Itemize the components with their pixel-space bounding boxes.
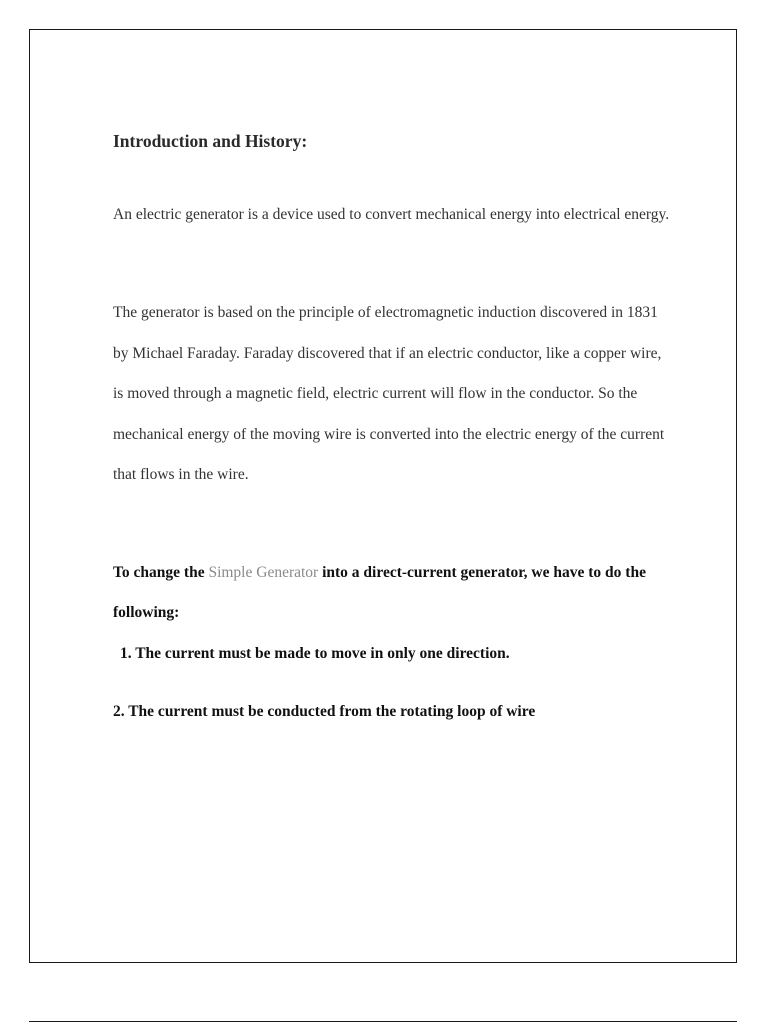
paragraph-intro: An electric generator is a device used to convert mechanical energy into electrical energy. bbox=[113, 206, 670, 223]
change-intro-before: To change the bbox=[113, 564, 209, 581]
change-intro-after: into a direct-current generator, we have to do the following: bbox=[113, 564, 646, 621]
simple-generator-link[interactable]: Simple Generator bbox=[208, 564, 319, 581]
next-page-top-edge bbox=[29, 1021, 737, 1022]
list-item-1: 1. The current must be made to move in only one direction. bbox=[120, 645, 510, 662]
section-heading: Introduction and History: bbox=[113, 131, 308, 151]
paragraph-change-generator bbox=[113, 553, 673, 633]
document-page bbox=[29, 29, 737, 963]
paragraph-faraday: The generator is based on the principle of electromagnetic induction discovered in 1831 by Michael Faraday. Faraday discovered that if an electric conductor, like a copper wire, is moved through a magnetic field, electric current will flow in the conductor. So the mechanical energy of the moving wire is converted into the electric energy of the current that flows in the wire. bbox=[113, 304, 665, 483]
list-item-2: 2. The current must be conducted from the rotating loop of wire bbox=[113, 703, 536, 720]
